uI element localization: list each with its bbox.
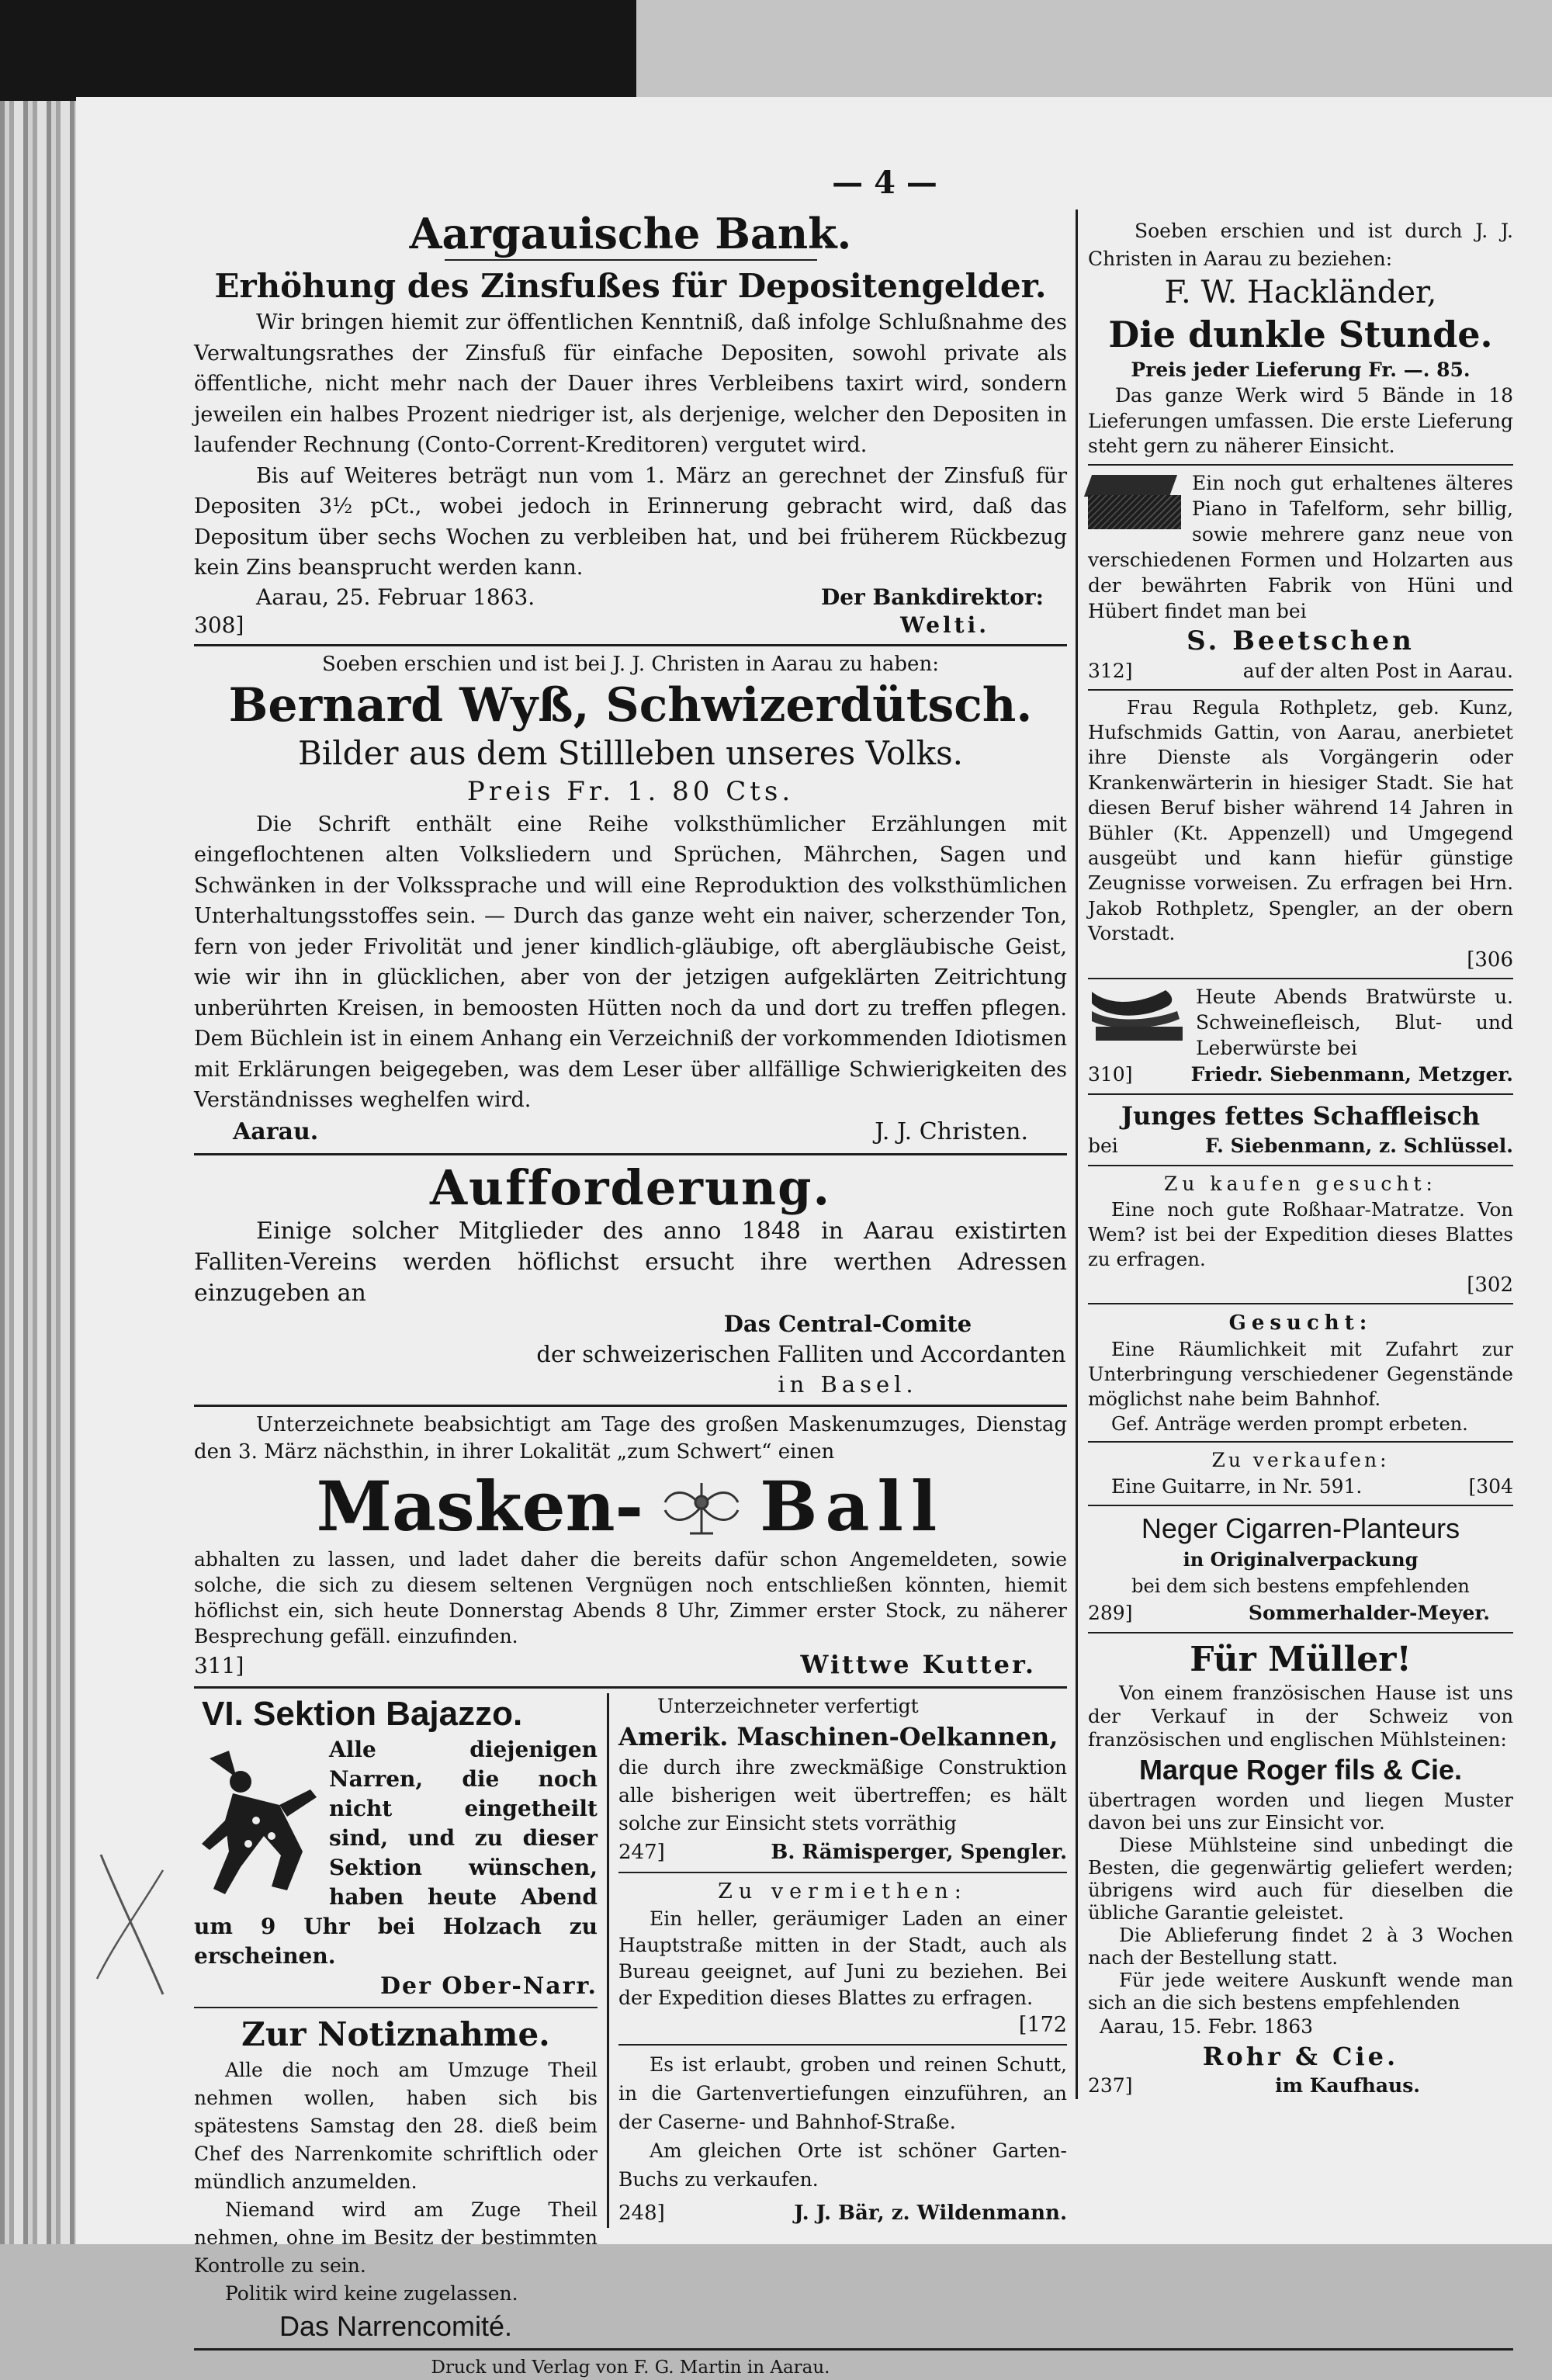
schaf-title: Junges fettes Schaffleisch	[1121, 1100, 1481, 1131]
rule	[1088, 1505, 1513, 1506]
columns	[194, 210, 1513, 2345]
wurst-paragraph: Heute Abends Bratwürste u. Schweinefleisch, Blut- und Leberwürste bei	[1196, 985, 1513, 1059]
matratze-title: Zu kaufen gesucht:	[1164, 1172, 1437, 1195]
rule	[194, 1153, 1067, 1155]
notiz-paragraph-1: Alle die noch am Umzuge Theil nehmen wollen, haben sich bis spätestens Samstag den 28. dieß beim Chef des Narrenkomite schriftlich oder mündlich anzumelden.	[194, 2058, 598, 2193]
piano-illustration	[1088, 475, 1181, 531]
oelkannen-ad	[618, 1693, 1067, 1867]
scan-background-dark	[0, 0, 636, 101]
cigarren-signer: Sommerhalder-Meyer.	[1248, 1601, 1490, 1624]
rothpletz-ad	[1088, 695, 1513, 973]
mueller-paragraph-5: Für jede weitere Auskunft wende man sich an die sich bestens empfehlenden	[1088, 1968, 1513, 2014]
maskenball-title-right: Ball	[760, 1465, 945, 1547]
aufforderung-text: Einige solcher Mitglieder des anno 1848 in Aarau existirten Falliten-Vereins werden höflichst ersucht ihre werthen Adressen einzugeben an	[194, 1217, 1067, 1307]
mueller-paragraph-2: übertragen worden und liegen Muster davon bei uns zur Einsicht vor.	[1088, 1788, 1513, 1834]
ad-reference: [304	[1468, 1474, 1513, 1498]
mueller-address: im Kaufhaus.	[1275, 2073, 1420, 2097]
imprint-footer: Druck und Verlag von F. G. Martin in Aarau.	[431, 2357, 830, 2378]
cigarren-ad	[1088, 1511, 1513, 1627]
ad-reference: 289]	[1088, 1601, 1133, 1624]
footer-rule	[194, 2348, 1513, 2351]
oelkannen-title: Amerik. Maschinen-Oelkannen,	[618, 1721, 1058, 1751]
aufforderung-sign-2: der schweizerischen Falliten und Accordanten	[536, 1340, 1066, 1367]
schutt-paragraph-2: Am gleichen Orte ist schöner Garten-Buchs zu verkaufen.	[618, 2139, 1067, 2191]
bank-notice	[194, 210, 1067, 639]
schutt-signer-row	[618, 2198, 1067, 2228]
wyss-intro: Soeben erschien und ist bei J. J. Christen in Aarau zu haben:	[322, 652, 939, 676]
rule	[194, 1405, 1067, 1407]
oelkannen-signer: B. Rämisperger, Spengler.	[771, 1840, 1067, 1864]
piano-address: auf der alten Post in Aarau.	[1242, 659, 1513, 682]
mueller-date: Aarau, 15. Febr. 1863	[1100, 2015, 1314, 2038]
wyss-signer-row	[194, 1116, 1067, 1148]
handwritten-x-mark	[85, 1847, 178, 2002]
schutt-body	[618, 2050, 1067, 2194]
schaf-ad	[1088, 1100, 1513, 1160]
bank-paragraph-2: Bis auf Weiteres beträgt nun vom 1. März an gerechnet der Zinsfuß für Depositen 3½ pCt., wobei jedoch in Erinnerung gebracht wird, daß das Depositum über sechs Wochen zu verbleiben hat, und bei früherem Rückbezug kein Zins beansprucht werden kann.	[194, 463, 1067, 580]
rule	[1088, 464, 1513, 466]
cigarren-signer-row	[1088, 1599, 1513, 1627]
maskenball-signer-row	[194, 1649, 1067, 1682]
rule	[1088, 1303, 1513, 1304]
bank-signer: Welti.	[900, 611, 989, 638]
ad-reference: 237]	[1088, 2073, 1133, 2097]
guitarre-ad	[1088, 1447, 1513, 1500]
rule	[1088, 978, 1513, 979]
ad-reference: 311]	[194, 1652, 244, 1678]
bajazzo-text: Alle diejenigen Narren, die noch nicht eingetheilt sind, und zu dieser Sektion wünschen, haben heute Abend um 9 Uhr bei Holzach zu erscheinen.	[194, 1736, 598, 1969]
hacklaender-text: Das ganze Werk wird 5 Bände in 18 Lieferungen umfassen. Die erste Lieferung steht gern zu näherer Einsicht.	[1088, 384, 1513, 457]
wyss-signer: J. J. Christen.	[875, 1117, 1028, 1145]
rule	[1088, 689, 1513, 691]
ad-reference: 247]	[618, 1840, 665, 1864]
bottom-left-column	[194, 1693, 598, 2345]
ad-reference: [306	[1467, 947, 1513, 972]
bottom-sub-columns	[194, 1693, 1067, 2345]
bajazzo-ad	[194, 1693, 598, 2002]
bank-signer-row	[194, 611, 1067, 639]
notiz-body	[194, 2056, 598, 2308]
bank-signer-title: Der Bankdirektor:	[820, 584, 1044, 610]
schutt-paragraph-1: Es ist erlaubt, groben und reinen Schutt, in die Gartenvertiefungen einzuführen, an der Caserne- und Bahnhof-Straße.	[618, 2053, 1067, 2133]
ad-reference: 310]	[1088, 1062, 1133, 1086]
wyss-subtitle: Bilder aus dem Stillleben unseres Volks.	[297, 733, 964, 772]
sausage-illustration	[1088, 984, 1185, 1044]
bank-paragraph-1: Wir bringen hiemit zur öffentlichen Kenntniß, daß infolge Schlußnahme des Verwaltungsrathes der Zinsfuß für einfache Depositen, sowohl private als öffentliche, nicht mehr nach der Dauer ihres Verbleibens taxirt wird, sondern jeweilen ein halbes Prozent niedriger ist, als derjenige, welcher den Depositen in laufender Rechnung (Conto-Corrent-Kreditoren) vergutet wird.	[194, 310, 1067, 457]
ornament-icon	[659, 1471, 744, 1541]
rule	[1088, 1441, 1513, 1443]
piano-text	[1088, 470, 1513, 624]
aufforderung-title: Aufforderung.	[429, 1159, 832, 1216]
wurst-signer-row	[1088, 1061, 1513, 1089]
ad-reference: 248]	[618, 2201, 665, 2225]
piano-signer: S. Beetschen	[1187, 625, 1415, 656]
mueller-body	[1088, 1789, 1513, 2014]
bottom-middle-column	[607, 1693, 1067, 2228]
aufforderung-signature	[536, 1309, 1067, 1400]
cigarren-line-2: bei dem sich bestens empfehlenden	[1131, 1575, 1470, 1597]
piano-paragraph: Ein noch gut erhaltenes älteres Piano in Tafelform, sehr billig, sowie mehrere ganz neue von verschiedenen Formen und Holzarten aus der bewährten Fabrik von Hüni und Hübert findet man bei	[1088, 471, 1513, 622]
hacklaender-intro: Soeben erschien und ist durch J. J. Christen in Aarau zu beziehen:	[1088, 220, 1513, 270]
piano-ad	[1088, 470, 1513, 684]
oelkannen-intro: Unterzeichneter verfertigt	[657, 1694, 919, 1717]
oelkannen-signer-row	[618, 1838, 1067, 1867]
scan-background-grey	[636, 0, 1552, 97]
bank-subtitle: Erhöhung des Zinsfußes für Depositengelder.	[214, 267, 1047, 305]
bank-body	[194, 307, 1067, 584]
maskenball-text: abhalten zu lassen, und ladet daher die bereits dafür schon Angemeldeten, sowie solche, die sich zu diesem seltenen Vergnügen noch entschließen könnten, hiemit höflichst ein, sich heute Donnerstag Abends 8 Uhr, Zimmer erster Stock, zu näherer Besprechung gefäll. einzufinden.	[194, 1547, 1067, 1647]
left-column	[194, 210, 1067, 2345]
mueller-paragraph-4: Die Ablieferung findet 2 à 3 Wochen nach der Bestellung statt.	[1088, 1923, 1513, 1969]
rule	[618, 2044, 1067, 2046]
guitarre-text: Eine Guitarre, in Nr. 591.	[1111, 1474, 1363, 1498]
piano-address-row	[1088, 658, 1513, 684]
schaf-signer-row	[1088, 1132, 1513, 1160]
notiz-signer: Das Narrencomité.	[279, 2309, 513, 2342]
notiz-title: Zur Notiznahme.	[241, 2015, 550, 2053]
matratze-ad	[1088, 1171, 1513, 1298]
mueller-address-row	[1088, 2073, 1513, 2099]
schaf-signer: F. Siebenmann, z. Schlüssel.	[1204, 1134, 1513, 1157]
wurst-ad	[1088, 984, 1513, 1089]
gesucht-note: Gef. Anträge werden prompt erbeten.	[1111, 1412, 1468, 1435]
bajazzo-body	[194, 1735, 598, 1971]
hacklaender-price: Preis jeder Lieferung Fr. —. 85.	[1131, 359, 1471, 381]
wyss-title: Bernard Wyß, Schwizerdütsch.	[228, 677, 1033, 733]
schaf-bei: bei	[1088, 1134, 1118, 1157]
vermiethen-text: Ein heller, geräumiger Laden an einer Hauptstraße mitten in der Stadt, auch als Bureau geeignet, auf Juni zu beziehen. Bei der Expedition dieses Blattes zu erfragen.	[618, 1907, 1067, 2009]
ad-reference: [302	[1467, 1273, 1513, 1297]
ad-reference: [172	[1018, 2012, 1067, 2037]
vermiethen-ad	[618, 1878, 1067, 2039]
wyss-ad	[194, 651, 1067, 1148]
rule	[1088, 1093, 1513, 1095]
notiz-paragraph-3: Politik wird keine zugelassen.	[225, 2281, 518, 2305]
aufforderung-sign-3: in Basel.	[778, 1370, 918, 1398]
aufforderung-sign-1: Das Central-Comite	[723, 1310, 972, 1337]
schutt-ad	[618, 2050, 1067, 2228]
maskenball-title	[194, 1466, 1067, 1547]
title-underline	[445, 259, 817, 261]
mueller-ad	[1088, 1638, 1513, 2099]
hacklaender-author: F. W. Hackländer,	[1164, 275, 1437, 310]
wyss-place: Aarau.	[233, 1117, 319, 1145]
aufforderung-ad	[194, 1160, 1067, 1400]
hacklaender-ad	[1088, 217, 1513, 459]
schutt-signer: J. J. Bär, z. Wildenmann.	[794, 2201, 1067, 2225]
rothpletz-text: Frau Regula Rothpletz, geb. Kunz, Hufschmids Gattin, von Aarau, anerbietet ihre Dienste als Vorgängerin oder Krankenwärterin in hiesiger Stadt. Sie hat diesen Beruf bisher während 14 Jahren in Bühler (Kt. Appenzell) und Umgegend ausgeübt und kann hiefür günstige Zeugnisse vorweisen. Zu erfragen bei Hrn. Jakob Rothpletz, Spengler, an der obern Vorstadt.	[1088, 695, 1513, 945]
book-binding-edge	[0, 101, 78, 2244]
gesucht-title: Gesucht:	[1228, 1311, 1373, 1335]
rule	[618, 1872, 1067, 1873]
mueller-title: Für Müller!	[1190, 1639, 1412, 1679]
page-content	[194, 210, 1513, 2380]
jester-illustration	[194, 1735, 318, 1898]
cigarren-title: Neger Cigarren-Planteurs	[1141, 1512, 1460, 1544]
maskenball-signer: Wittwe Kutter.	[800, 1649, 1036, 1679]
rule	[1088, 1632, 1513, 1633]
cigarren-line-1: in Originalverpackung	[1183, 1547, 1419, 1571]
bank-date-row	[194, 584, 1067, 611]
guitarre-title: Zu verkaufen:	[1211, 1448, 1390, 1471]
guitarre-row	[1088, 1474, 1513, 1500]
page-number: — 4 —	[832, 165, 937, 201]
rule	[194, 644, 1067, 646]
rule	[1088, 1165, 1513, 1166]
wyss-description: Die Schrift enthält eine Reihe volksthümlicher Erzählungen mit eingeflochtenen alten Volksliedern und Sprüchen, Mährchen, Sagen und Schwänken in der Volkssprache und will eine Reproduktion des volksthümlichen Unterhaltungsstoffes sein. — Durch das ganze weht ein naiver, scherzender Ton, fern von jeder Frivolität und jener kindlich-gläubige, oft abergläubische Geist, wie wir ihn in glücklichen, aber von der jetzigen aufgeklärten Zeitrichtung unberührten Kreisen, in bemoosten Hütten noch da und dort zu treffen pflegen. Dem Büchlein ist in einem Anhang ein Verzeichniß der vorkommenden Idiotismen mit Erklärungen beigegeben, was dem Leser über allfällige Schwierigkeiten des Verständnisses weghelfen wird.	[194, 812, 1067, 1112]
notiz-paragraph-2: Niemand wird am Zuge Theil nehmen, ohne im Besitz der bestimmten Kontrolle zu sein.	[194, 2198, 598, 2277]
bank-date: Aarau, 25. Februar 1863.	[256, 584, 535, 610]
vermiethen-title: Zu vermiethen:	[718, 1879, 968, 1904]
mueller-brand: Marque Roger fils & Cie.	[1138, 1753, 1463, 1786]
mueller-paragraph-1: Von einem französischen Hause ist uns der Verkauf in der Schweiz von französischen und englischen Mühlsteinen:	[1088, 1681, 1513, 1751]
hacklaender-title: Die dunkle Stunde.	[1108, 314, 1493, 355]
ad-reference: 312]	[1088, 659, 1133, 682]
ad-reference: 308]	[194, 611, 244, 638]
gesucht-text: Eine Räumlichkeit mit Zufahrt zur Unterbringung verschiedener Gegenstände möglichst nahe beim Bahnhof.	[1088, 1337, 1513, 1410]
mueller-paragraph-3: Diese Mühlsteine sind unbedingt die Besten, die gegenwärtig geliefert werden; übrigens wird auch für dieselben die übliche Garantie geleistet.	[1088, 1833, 1513, 1924]
mueller-signer: Rohr & Cie.	[1202, 2041, 1399, 2071]
maskenball-intro: Unterzeichnete beabsichtigt am Tage des großen Maskenumzuges, Dienstag den 3. März nächsthin, in ihrer Lokalität „zum Schwert“ einen	[194, 1412, 1067, 1464]
rule	[194, 2007, 598, 2008]
wyss-price: Preis Fr. 1. 80 Cts.	[466, 775, 795, 807]
maskenball-ad	[194, 1412, 1067, 1682]
bajazzo-title: VI. Sektion Bajazzo.	[202, 1694, 523, 1733]
notiz-ad	[194, 2013, 598, 2345]
bajazzo-signer: Der Ober-Narr.	[380, 1972, 598, 2000]
matratze-text: Eine noch gute Roßhaar-Matratze. Von Wem? ist bei der Expedition dieses Blattes zu erfragen.	[1088, 1197, 1513, 1270]
gesucht-ad	[1088, 1309, 1513, 1436]
oelkannen-text: die durch ihre zweckmäßige Construktion alle bisherigen weit übertreffen; es hält solche zur Einsicht stets vorräthig	[618, 1755, 1067, 1834]
rule	[194, 1686, 1067, 1689]
maskenball-title-left: Masken-	[316, 1465, 644, 1547]
wurst-text	[1088, 984, 1513, 1061]
right-column	[1076, 210, 1513, 2099]
bank-title: Aargauische Bank.	[409, 209, 852, 258]
wurst-signer: Friedr. Siebenmann, Metzger.	[1190, 1062, 1513, 1086]
